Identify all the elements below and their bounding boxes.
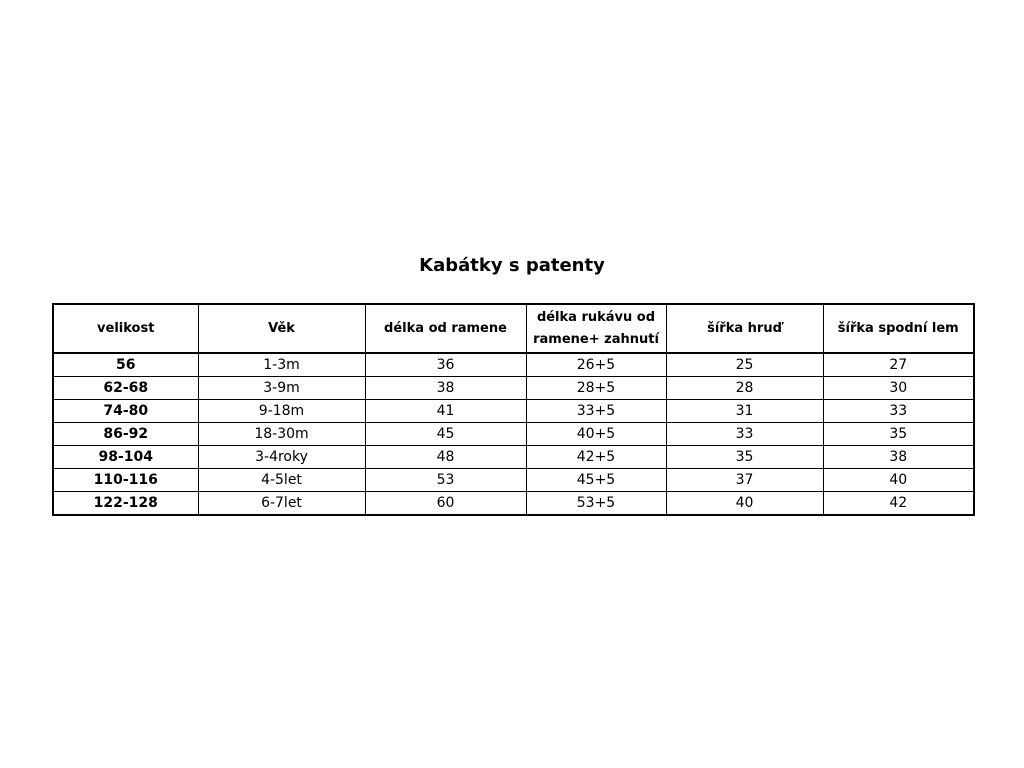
cell-chest: 37 xyxy=(666,469,823,492)
cell-chest: 31 xyxy=(666,400,823,423)
cell-length: 45 xyxy=(365,423,526,446)
page-title: Kabátky s patenty xyxy=(419,255,605,276)
cell-sleeve: 28+5 xyxy=(526,377,666,400)
cell-length: 38 xyxy=(365,377,526,400)
header-vek: Věk xyxy=(198,304,365,353)
cell-size: 122-128 xyxy=(53,492,198,516)
table-row xyxy=(53,353,974,377)
cell-hem: 38 xyxy=(823,446,974,469)
cell-length: 53 xyxy=(365,469,526,492)
cell-length: 60 xyxy=(365,492,526,516)
header-sirka-hrud: šířka hruď xyxy=(666,304,823,353)
cell-size: 110-116 xyxy=(53,469,198,492)
cell-length: 48 xyxy=(365,446,526,469)
cell-sleeve: 42+5 xyxy=(526,446,666,469)
table-row xyxy=(53,377,974,400)
cell-sleeve: 33+5 xyxy=(526,400,666,423)
cell-hem: 40 xyxy=(823,469,974,492)
cell-hem: 42 xyxy=(823,492,974,516)
cell-length: 41 xyxy=(365,400,526,423)
table-row xyxy=(53,469,974,492)
cell-age: 9-18m xyxy=(198,400,365,423)
cell-chest: 25 xyxy=(666,353,823,377)
cell-hem: 30 xyxy=(823,377,974,400)
cell-hem: 33 xyxy=(823,400,974,423)
table-row xyxy=(53,492,974,516)
cell-sleeve: 40+5 xyxy=(526,423,666,446)
cell-size: 56 xyxy=(53,353,198,377)
cell-sleeve: 53+5 xyxy=(526,492,666,516)
cell-age: 3-9m xyxy=(198,377,365,400)
header-delka-rukavu: délka rukávu od ramene+ zahnutí xyxy=(526,304,666,353)
cell-size: 62-68 xyxy=(53,377,198,400)
size-table xyxy=(52,303,975,516)
cell-age: 6-7let xyxy=(198,492,365,516)
table-header-row xyxy=(53,304,974,353)
cell-size: 98-104 xyxy=(53,446,198,469)
cell-size: 74-80 xyxy=(53,400,198,423)
cell-chest: 40 xyxy=(666,492,823,516)
cell-hem: 27 xyxy=(823,353,974,377)
cell-chest: 35 xyxy=(666,446,823,469)
cell-chest: 28 xyxy=(666,377,823,400)
cell-sleeve: 45+5 xyxy=(526,469,666,492)
header-sirka-spodni-lem: šířka spodní lem xyxy=(823,304,974,353)
cell-size: 86-92 xyxy=(53,423,198,446)
cell-age: 4-5let xyxy=(198,469,365,492)
header-velikost: velikost xyxy=(53,304,198,353)
table-row xyxy=(53,423,974,446)
table-row xyxy=(53,400,974,423)
cell-sleeve: 26+5 xyxy=(526,353,666,377)
cell-hem: 35 xyxy=(823,423,974,446)
header-delka-od-ramene: délka od ramene xyxy=(365,304,526,353)
table-row xyxy=(53,446,974,469)
cell-age: 1-3m xyxy=(198,353,365,377)
cell-chest: 33 xyxy=(666,423,823,446)
cell-length: 36 xyxy=(365,353,526,377)
cell-age: 18-30m xyxy=(198,423,365,446)
cell-age: 3-4roky xyxy=(198,446,365,469)
